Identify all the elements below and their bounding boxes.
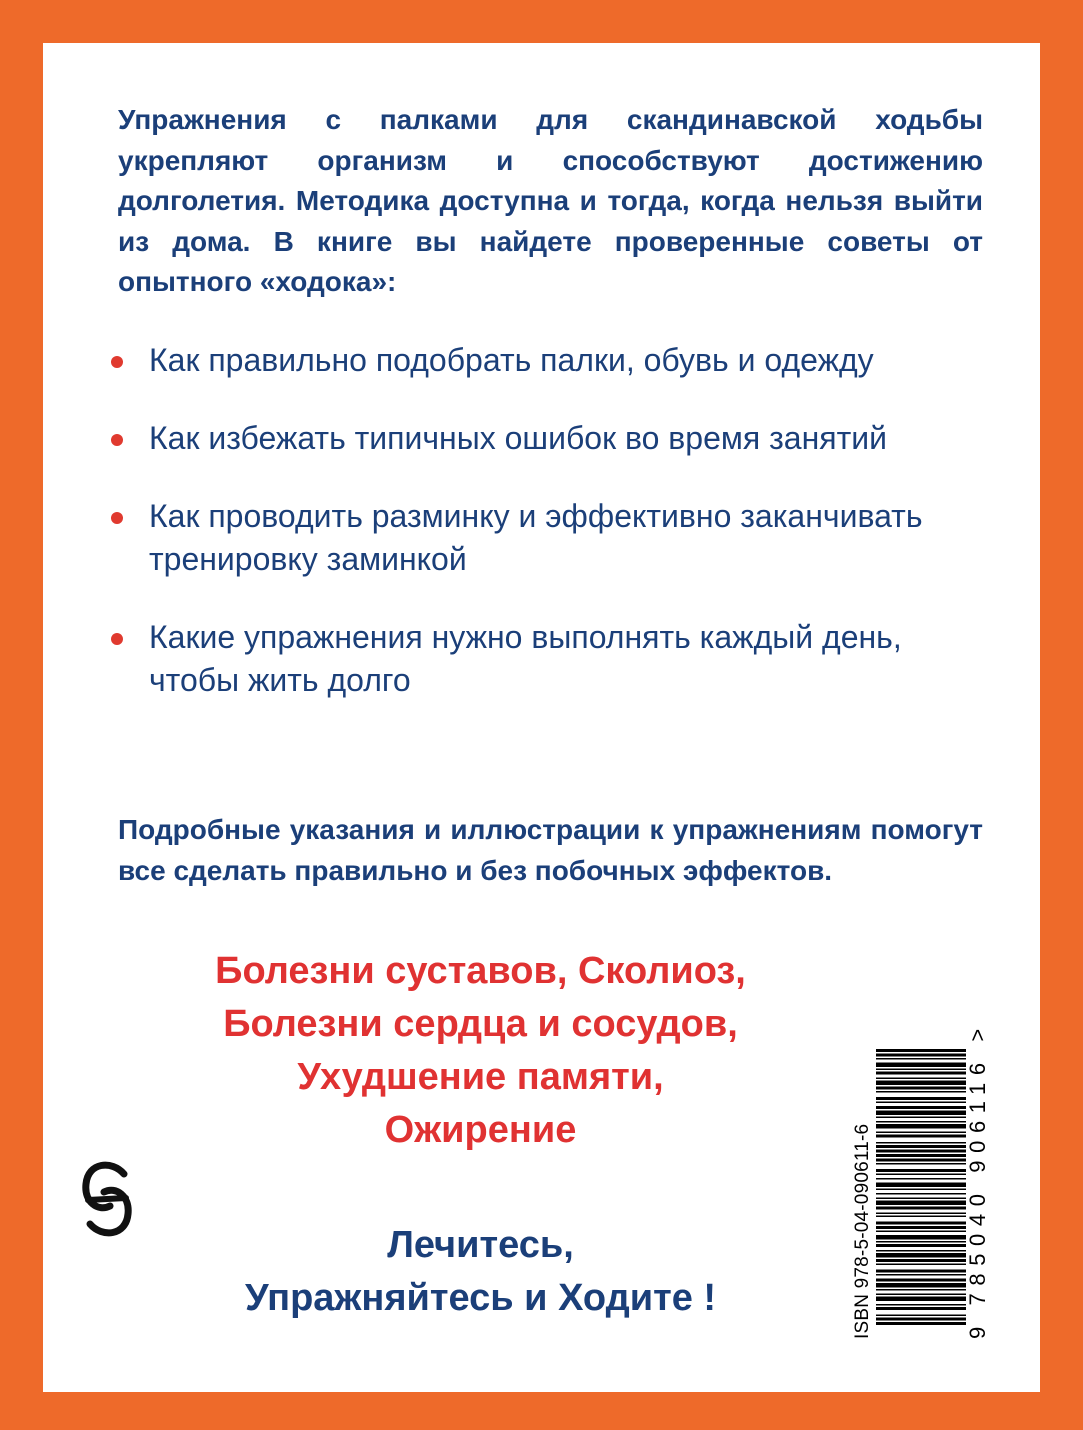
list-item-text: Как избежать типичных ошибок во время занятий: [149, 420, 887, 456]
barcode-bar: [876, 1207, 966, 1210]
barcode-bar: [876, 1111, 966, 1116]
slogan-line: Упражняйтесь и Ходите !: [244, 1277, 717, 1319]
barcode-bar: [876, 1145, 966, 1148]
disease-line: Болезни суставов, Сколиоз,: [215, 950, 746, 992]
barcode-bar: [876, 1054, 966, 1057]
barcode-bar: [876, 1159, 966, 1162]
barcode-bar: [876, 1183, 966, 1188]
barcode-bar: [876, 1117, 966, 1119]
intro-paragraph: Упражнения с палками для скандинавской ходьбы укрепляют организм и способствуют достижению долголетия. Методика доступна и тогда, когда нельзя выйти из дома. В книге вы найдете проверенные советы от опытного «ходока»:: [118, 104, 983, 297]
barcode-bar: [876, 1297, 966, 1302]
bullet-dot-icon: [111, 434, 123, 446]
barcode-bar: [876, 1087, 966, 1090]
bullet-dot-icon: [111, 512, 123, 524]
barcode-bar: [876, 1241, 966, 1243]
isbn-label: ISBN 978-5-04-090611-6: [852, 1123, 873, 1339]
barcode-bar: [876, 1135, 966, 1138]
barcode-bar: [876, 1264, 966, 1266]
isbn-digits: 9 785040 906116 >: [965, 1021, 990, 1339]
bullet-dot-icon: [111, 356, 123, 368]
barcode-bar: [876, 1154, 966, 1157]
barcode-bar: [876, 1178, 966, 1180]
barcode-bar: [876, 1189, 966, 1191]
barcode-bar: [876, 1124, 966, 1129]
list-item-text: Как проводить разминку и эффективно заканчивать тренировку заминкой: [149, 498, 923, 577]
diseases-block: [103, 945, 858, 1157]
list-item: [111, 339, 971, 382]
barcode-bar: [876, 1106, 966, 1109]
summary-paragraph: Подробные указания и иллюстрации к упражнениям помогут все сделать правильно и без побочных эффектов.: [118, 814, 983, 886]
barcode-bar: [876, 1063, 966, 1068]
barcode-bar: [876, 1193, 966, 1195]
barcode-bar: [876, 1142, 966, 1144]
slogan-line: Лечитесь,: [387, 1224, 574, 1266]
barcode-bar: [876, 1231, 966, 1233]
barcode-bar: [876, 1097, 966, 1100]
barcode-bar: [876, 1163, 966, 1165]
list-item: [111, 616, 971, 702]
barcode-bar: [876, 1253, 966, 1258]
barcode-bar: [876, 1213, 966, 1215]
disease-line: Ожирение: [384, 1109, 577, 1151]
barcode-bar: [876, 1307, 966, 1310]
barcode-bar: [876, 1274, 966, 1276]
barcode-bar: [876, 1226, 966, 1229]
barcode-bar: [876, 1235, 966, 1240]
barcode-bar: [876, 1078, 966, 1080]
barcode-bars: [876, 1034, 966, 1339]
barcode-bar: [876, 1304, 966, 1306]
benefits-list: [111, 339, 971, 737]
list-item-text: Какие упражнения нужно выполнять каждый день, чтобы жить долго: [149, 619, 902, 698]
list-item: [111, 495, 971, 581]
disease-line: Болезни сердца и сосудов,: [223, 1003, 738, 1045]
barcode-bar: [876, 1216, 966, 1218]
barcode-bar: [876, 1174, 966, 1176]
barcode-bar: [876, 1279, 966, 1282]
barcode-bar: [876, 1289, 966, 1291]
barcode-bar: [876, 1198, 966, 1200]
barcode-bar: [876, 1102, 966, 1104]
barcode-bar: [876, 1318, 966, 1321]
barcode-bar: [876, 1049, 966, 1052]
back-cover: [43, 43, 1040, 1392]
barcode-bar: [876, 1283, 966, 1288]
barcode-bar: [876, 1222, 966, 1225]
barcode-bar: [876, 1150, 966, 1153]
closing-slogan: [103, 1219, 858, 1325]
barcode-bar: [876, 1072, 966, 1075]
disease-line: Ухудшение памяти,: [297, 1056, 664, 1098]
barcode-bar: [876, 1201, 966, 1206]
barcode-bar: [876, 1169, 966, 1172]
barcode-bar: [876, 1081, 966, 1086]
barcode-bar: [876, 1121, 966, 1123]
list-item: [111, 417, 971, 460]
list-item-text: Как правильно подобрать палки, обувь и одежду: [149, 342, 874, 378]
barcode-bar: [876, 1294, 966, 1296]
barcode-bar: [876, 1259, 966, 1262]
bullet-dot-icon: [111, 633, 123, 645]
publisher-logo-icon: [76, 1154, 138, 1244]
barcode-bar: [876, 1058, 966, 1060]
barcode-bar: [876, 1322, 966, 1325]
barcode-bar: [876, 1132, 966, 1134]
barcode-bar: [876, 1091, 966, 1093]
barcode-bar: [876, 1270, 966, 1273]
barcode-bar: [876, 1069, 966, 1071]
isbn-barcode: [851, 1021, 992, 1339]
barcode-bar: [876, 1315, 966, 1317]
barcode-bar: [876, 1250, 966, 1252]
barcode-bar: [876, 1244, 966, 1247]
